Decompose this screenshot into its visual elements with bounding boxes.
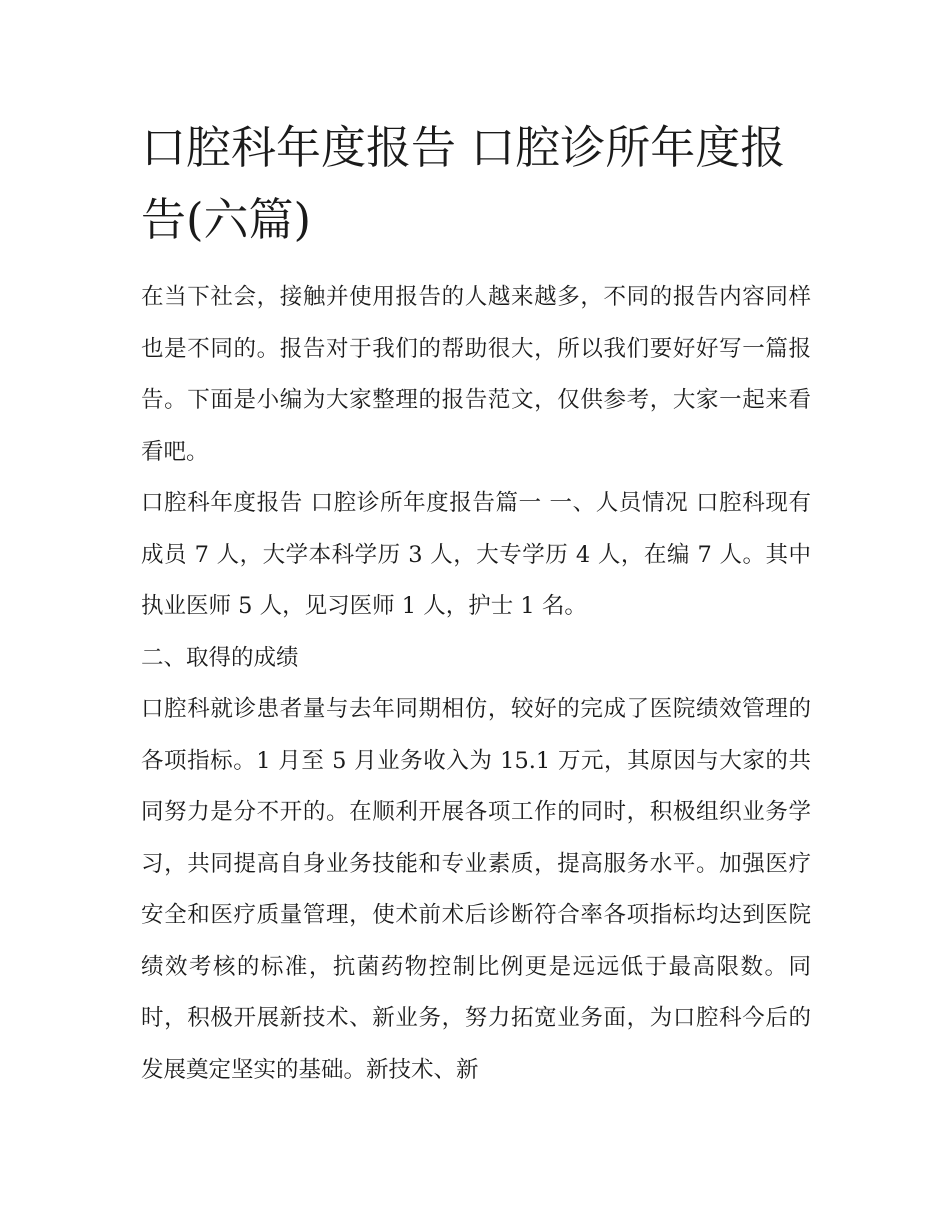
- staff-paragraph: 口腔科年度报告 口腔诊所年度报告篇一 一、人员情况 口腔科现有成员 7 人，大学本科学历 3 人，大专学历 4 人，在编 7 人。其中执业医师 5 人，见习医师 1 人，护士 1 名。: [141, 490, 811, 619]
- section-heading-achievements: 二、取得的成绩: [141, 644, 299, 671]
- document-title: 口腔科年度报告 口腔诊所年度报告(六篇): [141, 121, 786, 246]
- achievements-paragraph: 口腔科就诊患者量与去年同期相仿，较好的完成了医院绩效管理的各项指标。1 月至 5 月业务收入为 15.1 万元，其原因与大家的共同努力是分不开的。在顺利开展各项工作的同时，积极组织业务学习，共同提高自身业务技能和专业素质，提高服务水平。加强医疗安全和医疗质量管理，使术前术后诊断符合率各项指标均达到医院绩效考核的标准，抗菌药物控制比例更是远远低于最高限数。同时，积极开展新技术、新业务，努力拓宽业务面，为口腔科今后的发展奠定坚实的基础。新技术、新: [141, 696, 811, 1083]
- intro-paragraph: 在当下社会，接触并使用报告的人越来越多，不同的报告内容同样也是不同的。报告对于我们的帮助很大，所以我们要好好写一篇报告。下面是小编为大家整理的报告范文，仅供参考，大家一起来看看吧。: [141, 284, 811, 465]
- document-page: [141, 112, 811, 1096]
